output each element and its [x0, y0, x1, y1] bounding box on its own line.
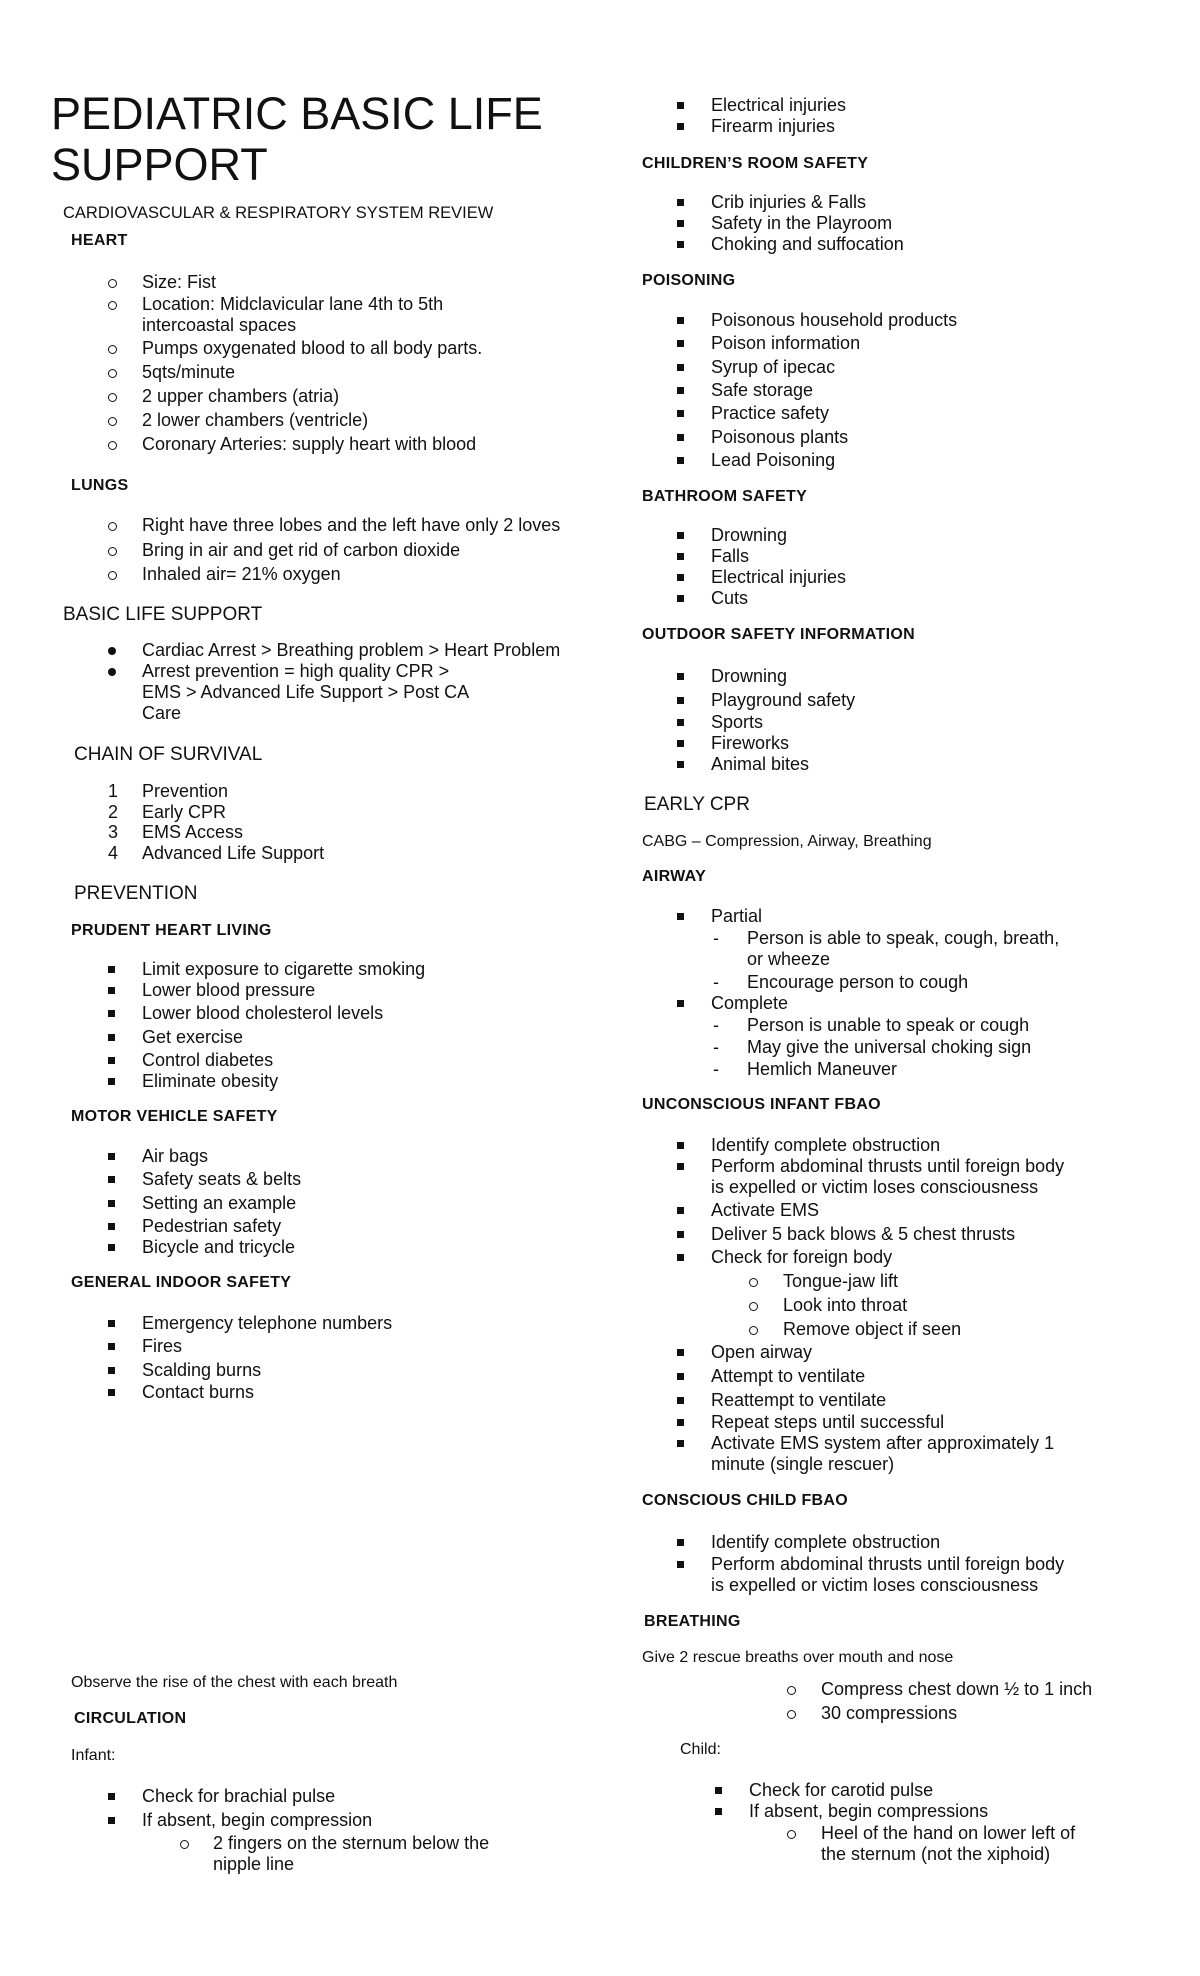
motor-heading: MOTOR VEHICLE SAFETY	[71, 1108, 278, 1125]
breathing-heading: BREATHING	[644, 1613, 741, 1630]
heart-heading: HEART	[71, 232, 128, 249]
child-fbao-heading: CONSCIOUS CHILD FBAO	[642, 1492, 848, 1509]
right-column: Electrical injuries Firearm injuries CHILDREN’S ROOM SAFETY Crib injuries & Falls Safety in the Playroom Choking and suffocation POISONING Poisonous household products Poison information Syrup of ipecac Safe storage Practice safety Poisonous plants Lead Poisoning BATHROOM SAFETY Drowning Falls Electrical injuries Cuts OUTDOOR SAFETY INFORMATION Drowning Playground safety Sports Fireworks Animal bites EARLY CPR CABG – Compression, Airway, Breathing AIRWAY Partial - Person is able to speak, cough, breath, or wheeze - Encourage person to cough Complete - Person is unable to speak or cough - May give the universal choking sign - Hemlich Maneuver UNCONSCIOUS INFANT FBAO Identify complete obstruction Perform abdominal thrusts until foreign body is expelled or victim loses consciousness Activate EMS Deliver 5 back blows & 5 chest thrusts Check for foreign body Tongue-jaw lift Look into throat Remove object if seen Open airway Attempt to ventilate Reattempt to ventilate Repeat steps until successful Activate EMS system after approximately 1 minute (single rescuer) CONSCIOUS CHILD FBAO Identify complete obstruction Perform abdominal thrusts until foreign body is expelled or victim loses consciousness BREATHING Give 2 rescue breaths over mouth and nose Compress chest down ½ to 1 inch 30 compressions Child: Check for carotid pulse If absent, begin compressions Heel of the hand on lower left of the sternum (not the xiphoid)	[642, 95, 1093, 1864]
airway-heading: AIRWAY	[642, 868, 707, 885]
list-item-continued: nipple line	[213, 1854, 295, 1874]
outdoor-heading: OUTDOOR SAFETY INFORMATION	[642, 626, 915, 643]
child-label: Child:	[680, 1741, 721, 1758]
prevention-heading: PREVENTION	[74, 883, 198, 904]
chain-heading: CHAIN OF SURVIVAL	[74, 744, 263, 765]
page-title-line2: SUPPORT	[51, 139, 268, 190]
indoor-heading: GENERAL INDOOR SAFETY	[71, 1274, 292, 1291]
infant-label: Infant:	[71, 1747, 116, 1764]
cabg-text: CABG – Compression, Airway, Breathing	[642, 833, 932, 850]
page-title: PEDIATRIC BASIC LIFE	[51, 88, 543, 139]
list-item-continued: Care	[142, 703, 182, 723]
list-item-continued: intercoastal spaces	[142, 315, 297, 335]
list-item-continued: is expelled or victim loses consciousness	[711, 1575, 1039, 1595]
list-item-continued: minute (single rescuer)	[711, 1454, 895, 1474]
childroom-heading: CHILDREN’S ROOM SAFETY	[642, 155, 869, 172]
list-item-continued: the sternum (not the xiphoid)	[821, 1844, 1051, 1864]
breathing-text: Give 2 rescue breaths over mouth and nose	[642, 1649, 954, 1666]
poison-heading: POISONING	[642, 272, 736, 289]
prudent-heading: PRUDENT HEART LIVING	[71, 922, 272, 939]
list-item-continued: is expelled or victim loses consciousness	[711, 1177, 1039, 1197]
earlycpr-heading: EARLY CPR	[644, 794, 750, 815]
list-item-continued: or wheeze	[747, 949, 831, 969]
bathroom-heading: BATHROOM SAFETY	[642, 488, 808, 505]
page-subtitle: CARDIOVASCULAR & RESPIRATORY SYSTEM REVIEW	[63, 204, 494, 222]
lungs-heading: LUNGS	[71, 477, 129, 494]
observe-note: Observe the rise of the chest with each breath	[71, 1674, 398, 1691]
circulation-heading: CIRCULATION	[74, 1710, 187, 1727]
list-item-continued: EMS > Advanced Life Support > Post CA	[142, 682, 470, 702]
infant-fbao-heading: UNCONSCIOUS INFANT FBAO	[642, 1096, 881, 1113]
left-column: PEDIATRIC BASIC LIFE SUPPORT CARDIOVASCULAR & RESPIRATORY SYSTEM REVIEW HEART Size: Fist Location: Midclavicular lane 4th to 5th intercoastal spaces Pumps oxygenated blood to all body parts. 5qts/minute 2 upper chambers (atria) 2 lower chambers (ventricle) Coronary Arteries: supply heart with blood LUNGS Right have three lobes and the left have only 2 loves Bring in air and get rid of carbon dioxide Inhaled air= 21% oxygen BASIC LIFE SUPPORT Cardiac Arrest > Breathing problem > Heart Problem Arrest prevention = high quality CPR > EMS > Advanced Life Support > Post CA Care CHAIN OF SURVIVAL 1 Prevention 2 Early CPR 3 EMS Access 4 Advanced Life Support PREVENTION PRUDENT HEART LIVING Limit exposure to cigarette smoking Lower blood pressure Lower blood cholesterol levels Get exercise Control diabetes Eliminate obesity MOTOR VEHICLE SAFETY Air bags Safety seats & belts Setting an example Pedestrian safety Bicycle and tricycle GENERAL INDOOR SAFETY Emergency telephone numbers Fires Scalding burns Contact burns Observe the rise of the chest with each breath CIRCULATION Infant: Check for brachial pulse If absent, begin compression 2 fingers on the sternum below the nipple line	[51, 88, 561, 1874]
bls-heading: BASIC LIFE SUPPORT	[63, 604, 263, 625]
